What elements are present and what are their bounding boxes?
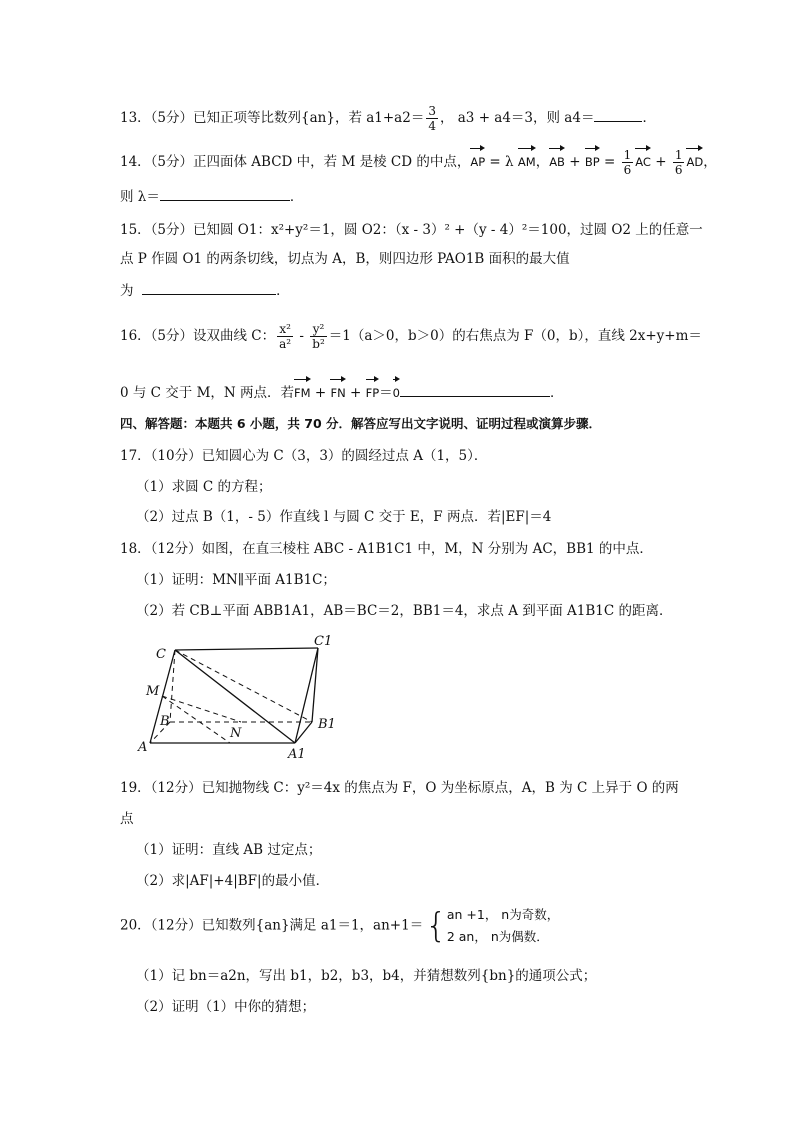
label-a: A — [138, 740, 148, 755]
segment-m-n — [162, 696, 241, 722]
q16-minus: - — [295, 328, 309, 344]
edge-c-b1 — [175, 650, 312, 722]
q14-eq-lambda: = λ — [485, 154, 518, 170]
vector-zero: 0 — [393, 377, 400, 403]
vector-ab: AB — [549, 146, 565, 172]
label-n: N — [230, 726, 242, 741]
q17-sub1: （1）求圆 C 的方程； — [136, 479, 272, 495]
q14-prefix: 14．（5分）正四面体 ABCD 中，若 M 是棱 CD 的中点， — [120, 154, 471, 170]
q14-eq: = — [599, 154, 620, 170]
vector-ac: AC — [635, 146, 651, 172]
vector-ad: AD — [686, 146, 703, 172]
question-20 — [120, 904, 559, 948]
vector-ap: AP — [470, 146, 485, 172]
vector-fm: FM — [294, 377, 311, 403]
q18-sub1: （1）证明：MN∥平面 A1B1C； — [136, 572, 336, 588]
question-16 — [120, 322, 702, 351]
q17-line1: 17．（10分）已知圆心为 C（3，3）的圆经过点 A（1，5）． — [120, 448, 488, 464]
q16-plus: + — [310, 385, 331, 401]
q20-sub1: （1）记 bn＝a2n，写出 b1，b2，b3，b4，并猜想数列{bn}的通项公式； — [136, 968, 597, 984]
q13-prefix: 13．（5分）已知正项等比数列{an}，若 a1+a2＝ — [120, 110, 425, 126]
label-b: B — [160, 714, 170, 729]
question-16-line2 — [120, 377, 563, 403]
q16-fraction-x: $\frac{\text{x²}}{\text{a²}}$ — [279, 322, 292, 351]
q20-case-1: an +1， n为奇数， — [446, 907, 560, 922]
q14-line2-end: ． — [289, 189, 304, 205]
q17-sub2: （2）过点 B（1，- 5）作直线 l 与圆 C 交于 E，F 两点．若|EF|＝4 — [136, 509, 552, 525]
q19-line1: 19．（12分）已知抛物线 C：y²＝4x 的焦点为 F，O 为坐标原点，A，B 为 C 上异于 O 的两 — [120, 780, 679, 796]
q14-fraction-1: $\frac{1}{6}$ — [623, 148, 632, 177]
q13-fraction: $\frac{3}{4}$ — [428, 104, 436, 133]
q15-line3-end: ． — [276, 283, 290, 299]
q16-answer-blank[interactable] — [400, 382, 550, 397]
q15-line1: 15．（5分）已知圆 O1：x²+y²＝1，圆 O2：（x - 3）² +（y - 4）²＝100，过圆 O2 上的任意一 — [120, 222, 703, 238]
q14-plus-2: + — [650, 154, 671, 170]
q16-eq: ＝ — [379, 385, 393, 401]
q16-prefix: 16．（5分）设双曲线 C： — [120, 328, 276, 344]
q14-end: ， — [703, 154, 717, 170]
q20-brace: { — [425, 906, 447, 946]
label-a1: A1 — [288, 747, 306, 762]
q14-plus: + — [564, 154, 585, 170]
q20-cases — [447, 904, 559, 948]
q18-sub2: （2）若 CB⊥平面 ABB1A1，AB＝BC＝2，BB1＝4，求点 A 到平面 A1B1C 的距离． — [136, 603, 673, 619]
label-m: M — [146, 684, 160, 699]
q20-sub2: （2）证明（1）中你的猜想； — [136, 999, 316, 1015]
q19-sub1: （1）证明：直线 AB 过定点； — [136, 842, 322, 858]
vector-bp: BP — [585, 146, 600, 172]
label-c: C — [156, 647, 166, 662]
q15-line3-text: 为 — [120, 283, 134, 299]
q13-answer-blank[interactable] — [594, 107, 642, 122]
segment-m-a — [162, 696, 230, 743]
q14-comma: ， — [535, 154, 550, 170]
question-14-line2 — [120, 186, 303, 207]
q15-line2: 点 P 作圆 O1 的两条切线，切点为 A，B，则四边形 PAO1B 面积的最大值 — [120, 251, 570, 267]
vector-fn: FN — [330, 377, 345, 403]
q13-suffix: ， a3 + a4＝3，则 a4＝ — [439, 110, 595, 126]
q18-line1: 18．（12分）如图，在直三棱柱 ABC - A1B1C1 中，M，N 分别为 AC，BB1 的中点． — [120, 541, 653, 557]
q19-sub2: （2）求|AF|+4|BF|的最小值． — [136, 873, 330, 889]
q16-suffix: ＝1（a＞0，b＞0）的右焦点为 F（0，b），直线 2x+y+m＝ — [328, 328, 702, 344]
q16-line2-prefix: 0 与 C 交于 M，N 两点．若 — [120, 385, 295, 401]
label-c1: C1 — [314, 634, 333, 649]
q14-answer-blank[interactable] — [160, 186, 290, 201]
question-14 — [120, 146, 717, 177]
q20-case-2: 2 an， n为偶数． — [446, 929, 549, 944]
section-4-heading: 四、解答题：本题共 6 小题，共 70 分．解答应写出文字说明、证明过程或演算步骤． — [120, 416, 602, 431]
q14-line2-text: 则 λ＝ — [120, 189, 160, 205]
q16-plus-2: + — [345, 385, 366, 401]
q15-answer-blank[interactable] — [142, 280, 276, 295]
q20-prefix: 20．（12分）已知数列{an}满足 a1＝1，an+1＝ — [120, 917, 424, 934]
vector-am: AM — [518, 146, 536, 172]
vector-fp: FP — [366, 377, 380, 403]
question-15-line3 — [120, 280, 290, 301]
q14-fraction-2: $\frac{1}{6}$ — [674, 148, 683, 177]
q16-end: ． — [549, 385, 564, 401]
prism-figure — [130, 630, 350, 765]
q16-fraction-y: $\frac{\text{y²}}{\text{b²}}$ — [312, 322, 325, 351]
edge-c-c1 — [175, 648, 318, 650]
label-b1: B1 — [318, 717, 336, 732]
q19-line2: 点 — [120, 811, 134, 827]
question-13: 13．（5分）已知正项等比数列{an}，若 a1+a2＝ $\frac{3}{4}$ ， a3 + a4＝3，则 a4＝ ． — [120, 104, 656, 133]
